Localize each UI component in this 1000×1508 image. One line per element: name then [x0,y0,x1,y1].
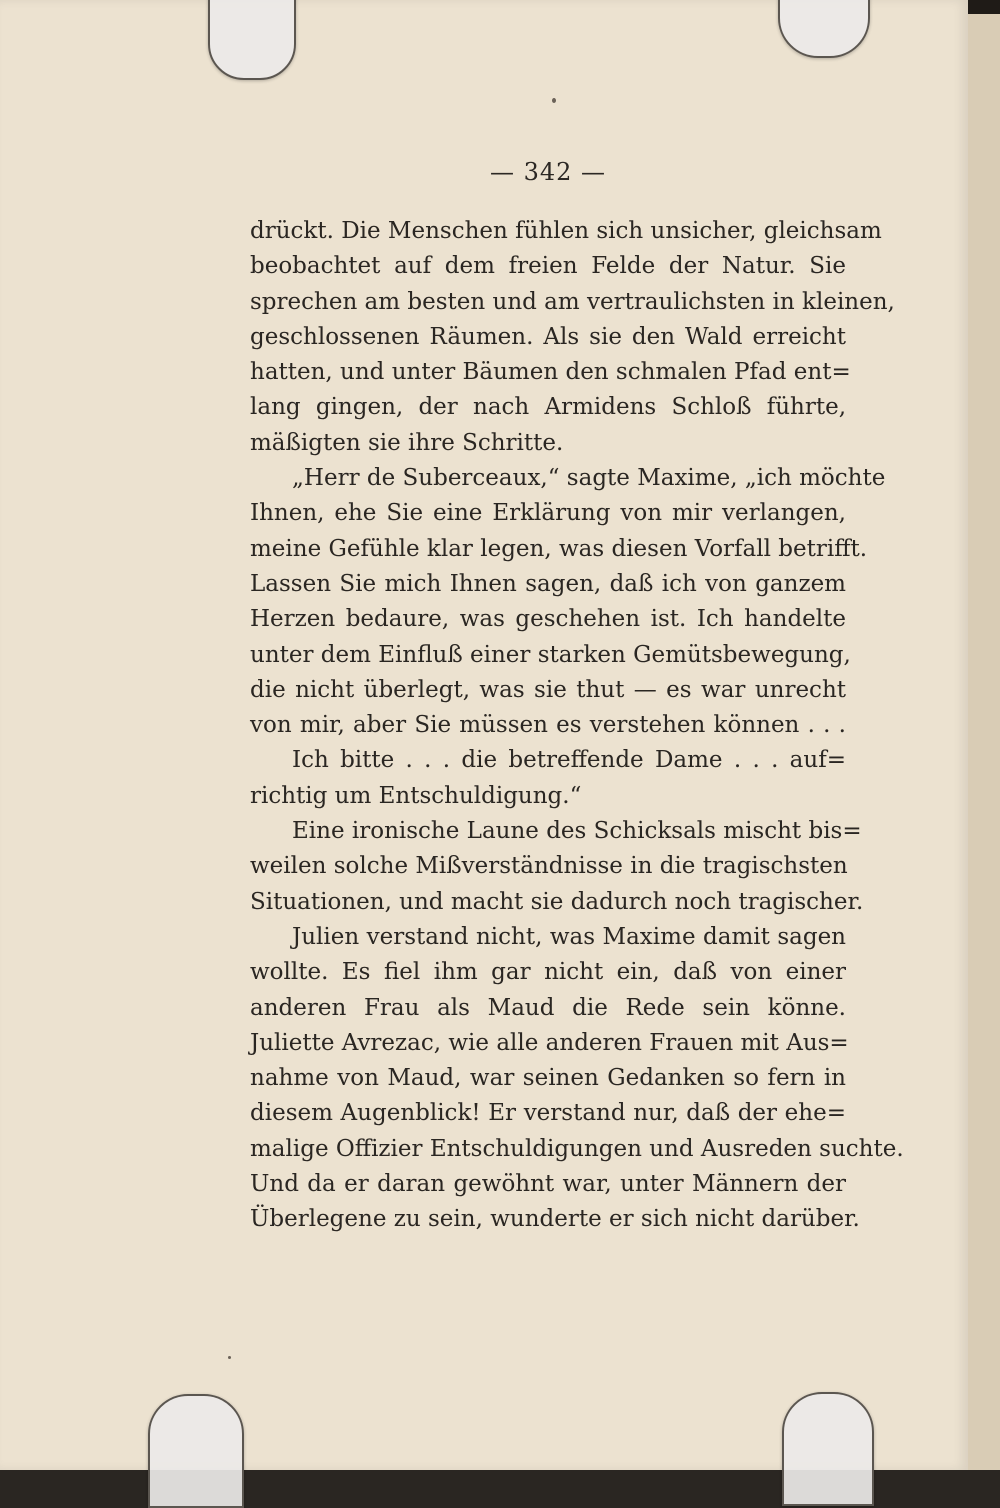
text-line: Juliette Avrezac, wie alle anderen Frauen mit Aus= [250,1029,849,1056]
text-line: diesem Augenblick! Er verstand nur, daß der ehe= [250,1100,846,1127]
text-line: Situationen, und macht sie dadurch noch tragischer. [250,888,864,915]
text-line: weilen solche Mißverständnisse in die tragischsten [250,853,848,880]
text-line: Eine ironische Laune des Schicksals mischt bis= [292,818,862,845]
text-line: meine Gefühle klar legen, was diesen Vorfall betrifft. [250,535,868,562]
text-line: von mir, aber Sie müssen es verstehen können . . . [250,712,846,739]
text-line: Überlegene zu sein, wunderte er sich nicht darüber. [250,1206,860,1233]
text-line: hatten, und unter Bäumen den schmalen Pfad ent= [250,359,851,386]
text-line: unter dem Einfluß einer starken Gemütsbewegung, [250,641,851,668]
text-line: „Herr de Suberceaux,“ sagte Maxime, „ich möchte [292,465,886,492]
text-line: Julien verstand nicht, was Maxime damit sagen [292,923,846,950]
page-holder-clip-bottom-left [148,1394,244,1508]
text-line: wollte. Es fiel ihm gar nicht ein, daß von einer [250,959,846,986]
text-line: beobachtet auf dem freien Felde der Natur. Sie [250,253,846,280]
text-line: die nicht überlegt, was sie thut — es war unrecht [250,676,846,703]
text-line: malige Offizier Entschuldigungen und Ausreden suchte. [250,1135,904,1162]
text-line: sprechen am besten und am vertraulichsten in kleinen, [250,288,895,315]
text-line: Herzen bedaure, was geschehen ist. Ich handelte [250,606,846,633]
text-line: mäßigten sie ihre Schritte. [250,429,564,456]
text-line: Und da er daran gewöhnt war, unter Männern der [250,1171,846,1198]
text-line: drückt. Die Menschen fühlen sich unsicher, gleichsam [250,218,882,244]
text-line: nahme von Maud, war seinen Gedanken so fern in [250,1065,846,1092]
page-holder-clip-top-left [208,0,296,80]
text-line: Ich bitte . . . die betreffende Dame . . . auf= [292,747,846,774]
text-line: richtig um Entschuldigung.“ [250,782,582,809]
page-number: — 342 — [489,158,607,186]
text-line: Ihnen, ehe Sie eine Erklärung von mir verlangen, [250,500,846,527]
page-holder-clip-bottom-right [782,1392,874,1506]
text-line: geschlossenen Räumen. Als sie den Wald erreicht [250,323,846,350]
paper-speck [552,98,556,103]
body-text [250,214,904,1238]
paper-speck [228,1356,231,1359]
text-line: anderen Frau als Maud die Rede sein könne. [250,994,846,1021]
text-line: lang gingen, der nach Armidens Schloß führte, [250,394,846,421]
text-line: Lassen Sie mich Ihnen sagen, daß ich von ganzem [250,570,846,597]
